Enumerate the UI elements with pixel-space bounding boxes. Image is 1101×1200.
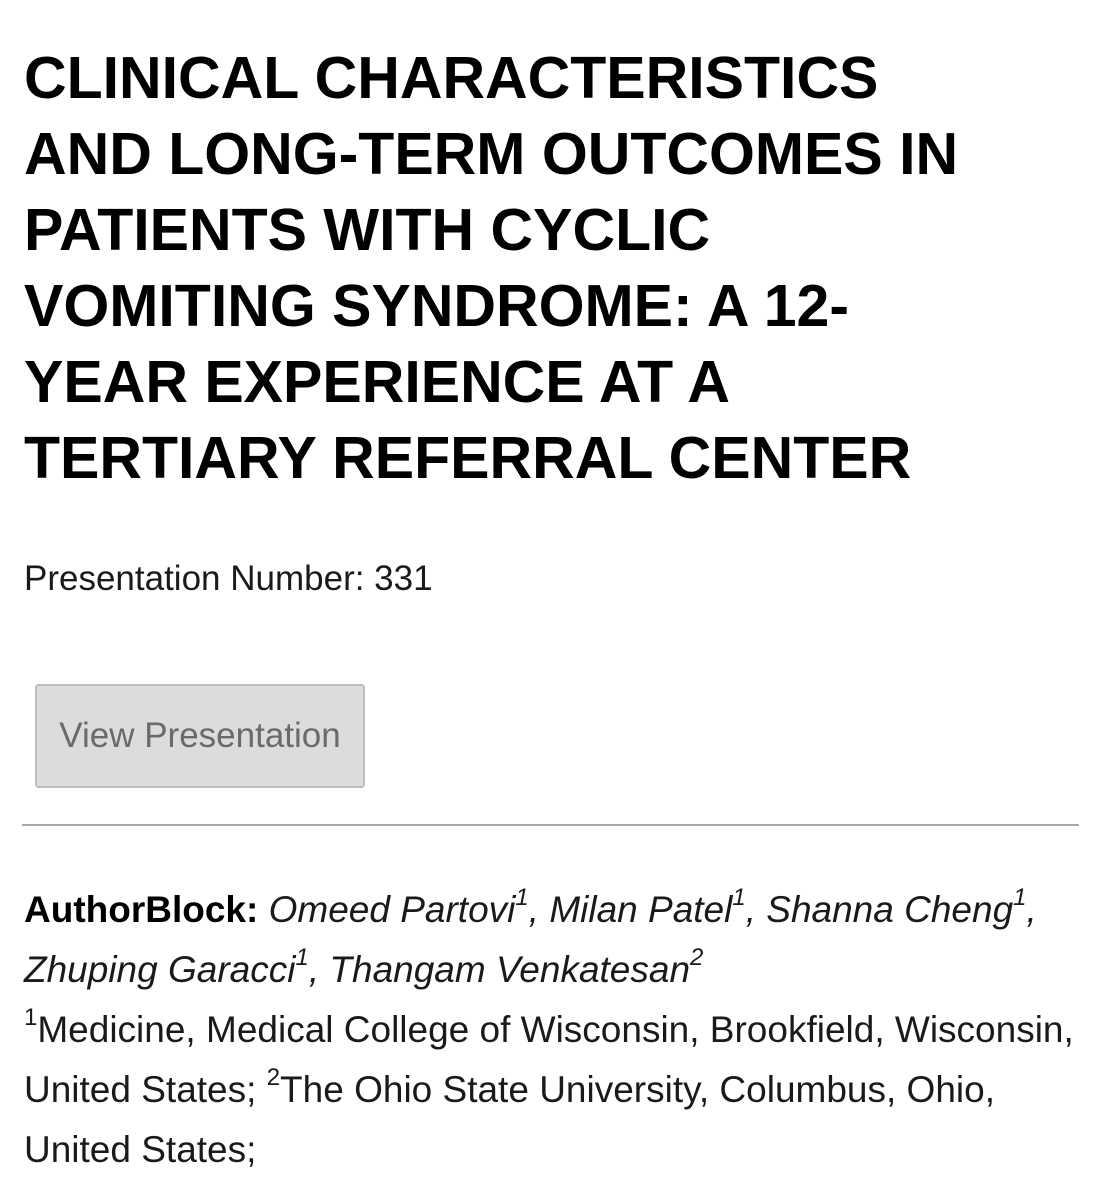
author-name: Zhuping Garacci xyxy=(24,949,296,990)
author-block-label: AuthorBlock: xyxy=(24,889,259,930)
author-separator: , xyxy=(1026,889,1037,930)
affiliation-number: 2 xyxy=(266,1063,281,1091)
section-divider xyxy=(22,824,1079,826)
author-separator: , xyxy=(308,949,330,990)
author-name: Thangam Venkatesan xyxy=(329,949,691,990)
author-separator: , xyxy=(528,889,550,930)
affiliation-text: Medicine, Medical College of Wisconsin, Brookfield, Wisconsin, United States; xyxy=(24,1009,1074,1110)
author-name: Shanna Cheng xyxy=(766,889,1014,930)
affiliation-number: 1 xyxy=(24,1003,38,1031)
affiliation-list xyxy=(24,1003,1074,1170)
author-affiliation-marker: 1 xyxy=(515,883,529,911)
author-block xyxy=(24,880,1074,1180)
author-affiliation-marker: 1 xyxy=(1013,883,1027,911)
author-affiliation-marker: 1 xyxy=(295,943,309,971)
view-presentation-button[interactable]: View Presentation xyxy=(35,684,365,788)
author-name: Milan Patel xyxy=(549,889,733,930)
author-affiliation-marker: 1 xyxy=(732,883,746,911)
presentation-number: Presentation Number: 331 xyxy=(24,559,433,598)
abstract-page xyxy=(22,0,1079,1200)
author-name: Omeed Partovi xyxy=(268,889,516,930)
affiliation-text: The Ohio State University, Columbus, Ohio, United States; xyxy=(24,1069,995,1170)
abstract-title: CLINICAL CHARACTERISTICS AND LONG-TERM OUTCOMES IN PATIENTS WITH CYCLIC VOMITING SYNDROME: A 12- YEAR EXPERIENCE AT A TERTIARY REFERRAL CENTER xyxy=(24,45,959,491)
author-affiliation-marker: 2 xyxy=(690,943,704,971)
author-separator: , xyxy=(745,889,767,930)
